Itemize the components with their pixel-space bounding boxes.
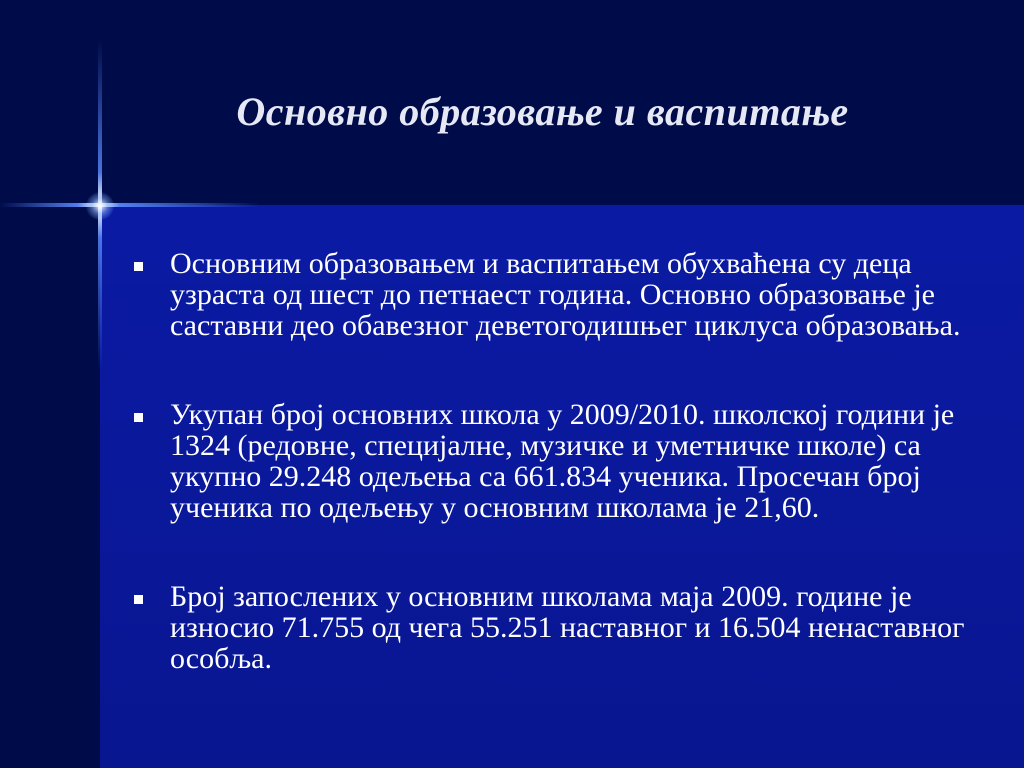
left-strip bbox=[0, 205, 100, 768]
bullet-text: Укупан број основних школа у 2009/2010. школској години је 1324 (редовне, специјалне, музичке и уметничке школе) са укупно 29.248 одељења са 661.834 ученика. Просечан број ученика по одељењу у основним школама је 21,60. bbox=[170, 398, 955, 524]
bullet-item bbox=[130, 399, 1010, 523]
bullet-item bbox=[130, 581, 1010, 674]
bullet-item bbox=[130, 248, 1010, 341]
slide-title: Основно образовање и васпитање bbox=[236, 89, 849, 134]
star-sparkle-horizontal bbox=[0, 203, 260, 207]
square-bullet-icon bbox=[134, 595, 143, 604]
square-bullet-icon bbox=[134, 413, 143, 422]
bullet-text: Број запослених у основним школама маја 2009. године је износио 71.755 од чега 55.251 наставног и 16.504 ненаставног особља. bbox=[170, 580, 965, 675]
star-sparkle-center bbox=[86, 192, 114, 220]
bullet-list bbox=[130, 248, 1010, 674]
square-bullet-icon bbox=[134, 262, 143, 271]
bullet-text: Основним образовањем и васпитањем обухваћена су деца узраста од шест до петнаест година. Основно образовање је саставни део обавезног деветогодишњег циклуса образовања. bbox=[170, 247, 961, 342]
